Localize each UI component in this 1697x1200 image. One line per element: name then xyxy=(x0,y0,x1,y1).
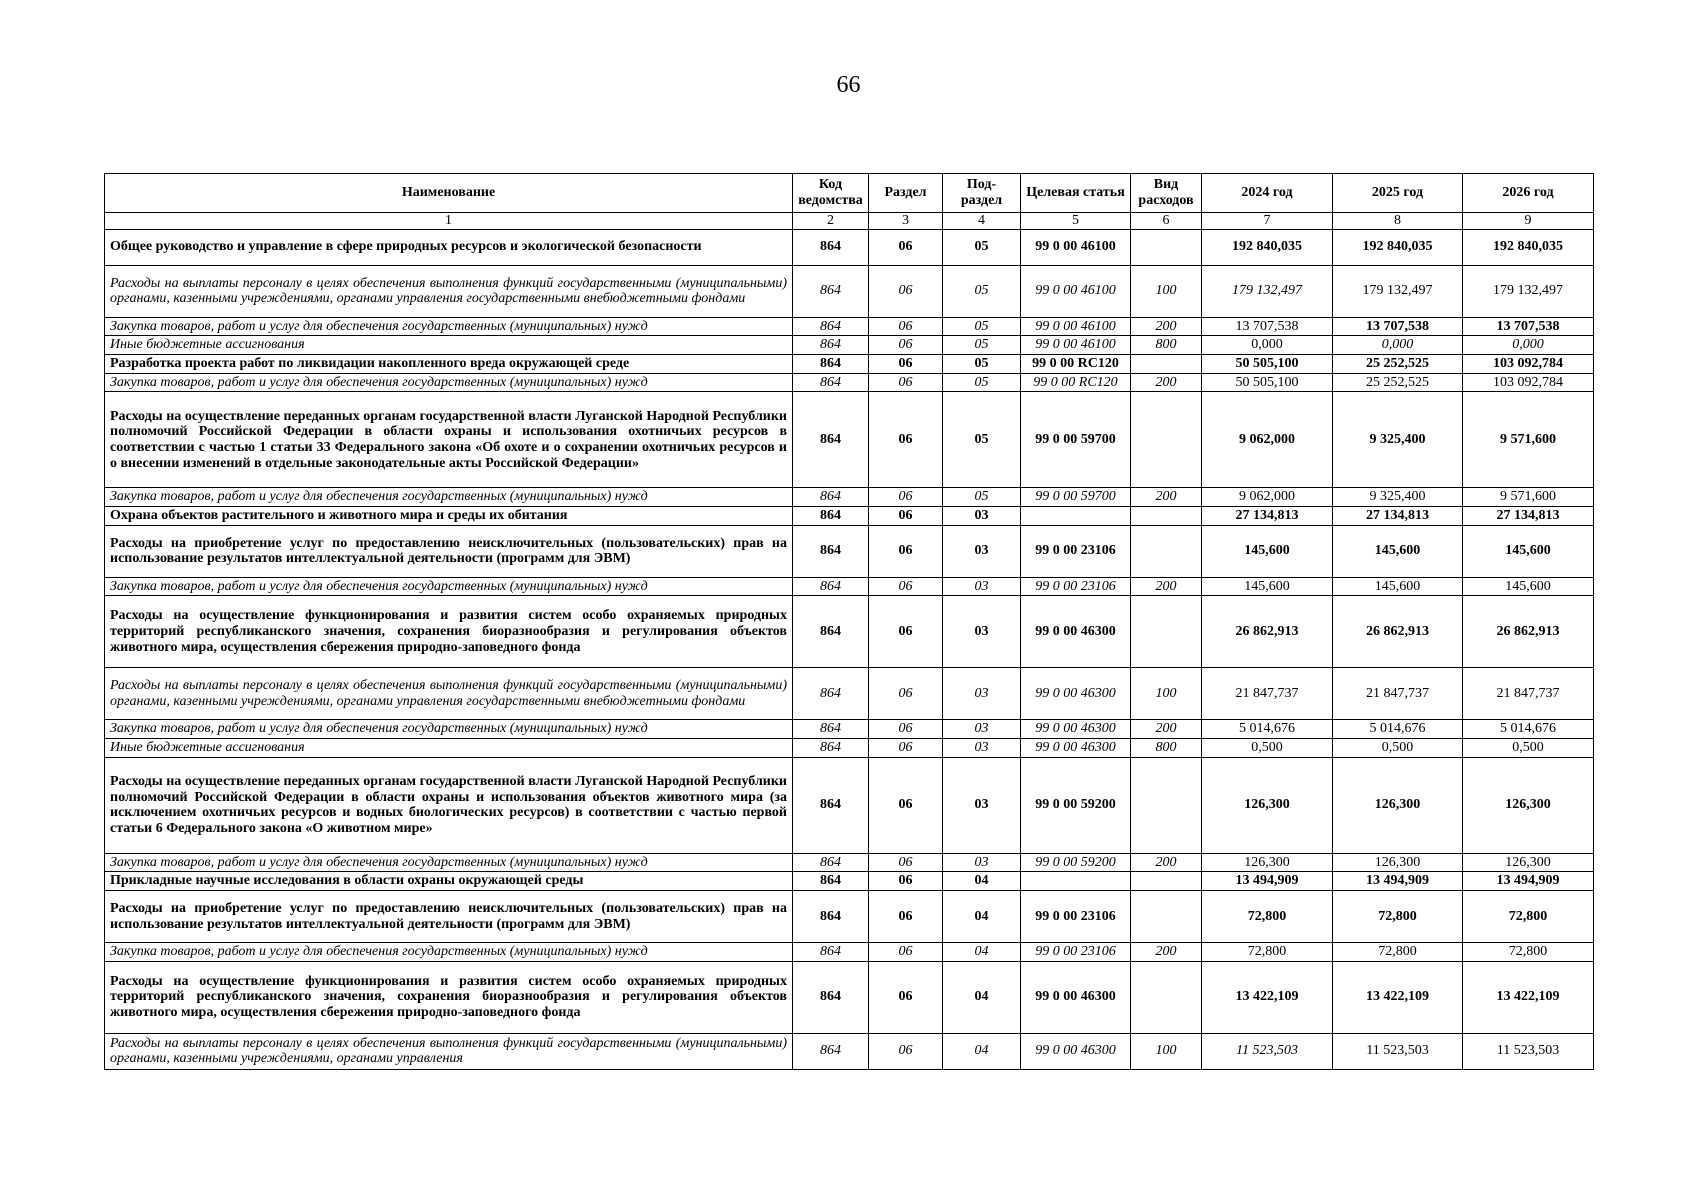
row-2025: 126,300 xyxy=(1333,757,1463,853)
row-ved: 864 xyxy=(793,853,869,872)
row-podrazdel: 03 xyxy=(943,720,1021,739)
row-razdel: 06 xyxy=(869,739,943,758)
row-ved: 864 xyxy=(793,336,869,355)
row-vid: 100 xyxy=(1131,668,1202,720)
row-name: Расходы на выплаты персоналу в целях обеспечения выполнения функций государственными (муниципальными) органами, казенными учреждениями, органами управления государственными внебюджетными фондами xyxy=(105,265,793,317)
row-2026: 13 707,538 xyxy=(1463,317,1594,336)
row-2025: 0,500 xyxy=(1333,739,1463,758)
table-row xyxy=(105,507,1594,526)
row-ved: 864 xyxy=(793,265,869,317)
row-razdel: 06 xyxy=(869,961,943,1033)
row-podrazdel: 03 xyxy=(943,739,1021,758)
row-2024: 11 523,503 xyxy=(1202,1033,1333,1069)
row-ved: 864 xyxy=(793,943,869,962)
row-razdel: 06 xyxy=(869,596,943,668)
row-name: Расходы на приобретение услуг по предоставлению неисключительных (пользовательских) прав на использование результатов интеллектуальной деятельности (программ для ЭВМ) xyxy=(105,891,793,943)
row-2026: 11 523,503 xyxy=(1463,1033,1594,1069)
table-row xyxy=(105,317,1594,336)
row-2024: 9 062,000 xyxy=(1202,392,1333,488)
row-name: Закупка товаров, работ и услуг для обеспечения государственных (муниципальных) нужд xyxy=(105,853,793,872)
row-vid: 200 xyxy=(1131,373,1202,392)
row-razdel: 06 xyxy=(869,525,943,577)
row-razdel: 06 xyxy=(869,1033,943,1069)
row-2025: 192 840,035 xyxy=(1333,229,1463,265)
row-razdel: 06 xyxy=(869,488,943,507)
row-razdel: 06 xyxy=(869,891,943,943)
row-vid: 200 xyxy=(1131,488,1202,507)
row-name: Закупка товаров, работ и услуг для обеспечения государственных (муниципальных) нужд xyxy=(105,317,793,336)
table-row xyxy=(105,739,1594,758)
row-2024: 26 862,913 xyxy=(1202,596,1333,668)
row-2024: 145,600 xyxy=(1202,525,1333,577)
row-vid: 100 xyxy=(1131,265,1202,317)
row-vid: 200 xyxy=(1131,317,1202,336)
row-podrazdel: 04 xyxy=(943,891,1021,943)
row-2024: 72,800 xyxy=(1202,943,1333,962)
row-statya xyxy=(1021,872,1131,891)
table-row xyxy=(105,596,1594,668)
budget-table xyxy=(104,173,1594,1070)
row-podrazdel: 03 xyxy=(943,853,1021,872)
table-row xyxy=(105,488,1594,507)
row-ved: 864 xyxy=(793,961,869,1033)
row-statya: 99 0 00 23106 xyxy=(1021,891,1131,943)
row-2025: 9 325,400 xyxy=(1333,392,1463,488)
row-podrazdel: 05 xyxy=(943,373,1021,392)
row-2026: 9 571,600 xyxy=(1463,392,1594,488)
row-name: Закупка товаров, работ и услуг для обеспечения государственных (муниципальных) нужд xyxy=(105,488,793,507)
row-statya: 99 0 00 46100 xyxy=(1021,229,1131,265)
table-row xyxy=(105,668,1594,720)
table-row xyxy=(105,961,1594,1033)
col-header-ved: Код ведомства xyxy=(793,174,869,213)
col-number: 9 xyxy=(1463,213,1594,230)
row-2026: 5 014,676 xyxy=(1463,720,1594,739)
row-name: Расходы на осуществление переданных органам государственной власти Луганской Народной Республики полномочий Российской Федерации в области охраны и использования охотничьих ресурсов в соответствии с частью 1 статьи 33 Федерального закона «Об охоте и о сохранении охотничьих ресурсов и о внесении изменений в отдельные законодательные акты Российской Федерации» xyxy=(105,392,793,488)
table-row xyxy=(105,853,1594,872)
row-statya: 99 0 00 46300 xyxy=(1021,596,1131,668)
row-podrazdel: 05 xyxy=(943,317,1021,336)
row-name: Закупка товаров, работ и услуг для обеспечения государственных (муниципальных) нужд xyxy=(105,373,793,392)
row-vid xyxy=(1131,961,1202,1033)
row-2025: 13 494,909 xyxy=(1333,872,1463,891)
table-row xyxy=(105,392,1594,488)
row-2026: 145,600 xyxy=(1463,525,1594,577)
row-2024: 126,300 xyxy=(1202,757,1333,853)
row-statya: 99 0 00 46300 xyxy=(1021,720,1131,739)
row-statya: 99 0 00 46300 xyxy=(1021,739,1131,758)
row-2024: 9 062,000 xyxy=(1202,488,1333,507)
row-statya: 99 0 00 46100 xyxy=(1021,265,1131,317)
row-2024: 0,500 xyxy=(1202,739,1333,758)
row-2026: 13 494,909 xyxy=(1463,872,1594,891)
row-2024: 13 707,538 xyxy=(1202,317,1333,336)
col-header-razdel: Раздел xyxy=(869,174,943,213)
row-razdel: 06 xyxy=(869,373,943,392)
row-statya xyxy=(1021,507,1131,526)
row-podrazdel: 03 xyxy=(943,596,1021,668)
row-ved: 864 xyxy=(793,596,869,668)
row-podrazdel: 04 xyxy=(943,961,1021,1033)
row-statya: 99 0 00 46300 xyxy=(1021,1033,1131,1069)
row-2025: 21 847,737 xyxy=(1333,668,1463,720)
row-razdel: 06 xyxy=(869,943,943,962)
row-vid: 800 xyxy=(1131,336,1202,355)
row-2026: 0,500 xyxy=(1463,739,1594,758)
row-razdel: 06 xyxy=(869,507,943,526)
row-name: Расходы на осуществление функционирования и развития систем особо охраняемых природных территорий республиканского значения, сохранения биоразнообразия и регулирования объектов животного мира, осуществления сбережения природно-заповедного фонда xyxy=(105,961,793,1033)
row-2026: 192 840,035 xyxy=(1463,229,1594,265)
col-header-statya: Целевая статья xyxy=(1021,174,1131,213)
row-statya: 99 0 00 59200 xyxy=(1021,757,1131,853)
col-header-2024: 2024 год xyxy=(1202,174,1333,213)
row-vid: 100 xyxy=(1131,1033,1202,1069)
row-name: Иные бюджетные ассигнования xyxy=(105,739,793,758)
row-ved: 864 xyxy=(793,229,869,265)
row-vid xyxy=(1131,507,1202,526)
row-2025: 25 252,525 xyxy=(1333,373,1463,392)
row-2025: 0,000 xyxy=(1333,336,1463,355)
col-number: 4 xyxy=(943,213,1021,230)
row-podrazdel: 03 xyxy=(943,507,1021,526)
row-name: Расходы на осуществление переданных органам государственной власти Луганской Народной Республики полномочий Российской Федерации в области охраны и использования объектов животного мира (за исключением охотничьих ресурсов и водных биологических ресурсов) в соответствии с частью первой статьи 6 Федерального закона «О животном мире» xyxy=(105,757,793,853)
row-name: Иные бюджетные ассигнования xyxy=(105,336,793,355)
row-razdel: 06 xyxy=(869,577,943,596)
col-header-name: Наименование xyxy=(105,174,793,213)
row-2026: 126,300 xyxy=(1463,757,1594,853)
row-2024: 50 505,100 xyxy=(1202,373,1333,392)
row-statya: 99 0 00 59200 xyxy=(1021,853,1131,872)
row-vid xyxy=(1131,229,1202,265)
col-number: 1 xyxy=(105,213,793,230)
row-statya: 99 0 00 59700 xyxy=(1021,488,1131,507)
row-ved: 864 xyxy=(793,488,869,507)
row-statya: 99 0 00 RC120 xyxy=(1021,355,1131,374)
row-name: Расходы на осуществление функционирования и развития систем особо охраняемых природных территорий республиканского значения, сохранения биоразнообразия и регулирования объектов животного мира, осуществления сбережения природно-заповедного фонда xyxy=(105,596,793,668)
row-vid: 200 xyxy=(1131,853,1202,872)
row-ved: 864 xyxy=(793,720,869,739)
row-razdel: 06 xyxy=(869,265,943,317)
row-statya: 99 0 00 59700 xyxy=(1021,392,1131,488)
row-vid: 200 xyxy=(1131,577,1202,596)
column-number-row xyxy=(105,213,1594,230)
row-statya: 99 0 00 23106 xyxy=(1021,943,1131,962)
row-podrazdel: 04 xyxy=(943,872,1021,891)
row-statya: 99 0 00 46100 xyxy=(1021,336,1131,355)
row-razdel: 06 xyxy=(869,872,943,891)
row-vid xyxy=(1131,872,1202,891)
row-2026: 13 422,109 xyxy=(1463,961,1594,1033)
row-2026: 9 571,600 xyxy=(1463,488,1594,507)
row-2025: 13 422,109 xyxy=(1333,961,1463,1033)
row-podrazdel: 03 xyxy=(943,668,1021,720)
row-name: Разработка проекта работ по ликвидации накопленного вреда окружающей среде xyxy=(105,355,793,374)
row-statya: 99 0 00 46100 xyxy=(1021,317,1131,336)
row-podrazdel: 05 xyxy=(943,336,1021,355)
row-2024: 27 134,813 xyxy=(1202,507,1333,526)
row-razdel: 06 xyxy=(869,336,943,355)
table-row xyxy=(105,336,1594,355)
row-ved: 864 xyxy=(793,525,869,577)
table-row xyxy=(105,872,1594,891)
row-podrazdel: 04 xyxy=(943,943,1021,962)
row-2024: 126,300 xyxy=(1202,853,1333,872)
col-number: 3 xyxy=(869,213,943,230)
row-2026: 72,800 xyxy=(1463,943,1594,962)
row-2024: 179 132,497 xyxy=(1202,265,1333,317)
row-name: Расходы на выплаты персоналу в целях обеспечения выполнения функций государственными (муниципальными) органами, казенными учреждениями, органами управления государственными внебюджетными фондами xyxy=(105,668,793,720)
row-2024: 145,600 xyxy=(1202,577,1333,596)
col-header-podrazdel: Под-раздел xyxy=(943,174,1021,213)
row-statya: 99 0 00 23106 xyxy=(1021,577,1131,596)
row-ved: 864 xyxy=(793,891,869,943)
col-header-2026: 2026 год xyxy=(1463,174,1594,213)
col-header-vid: Вид расходов xyxy=(1131,174,1202,213)
row-razdel: 06 xyxy=(869,757,943,853)
table-row xyxy=(105,891,1594,943)
row-razdel: 06 xyxy=(869,355,943,374)
row-ved: 864 xyxy=(793,392,869,488)
row-podrazdel: 04 xyxy=(943,1033,1021,1069)
row-2024: 5 014,676 xyxy=(1202,720,1333,739)
row-name: Закупка товаров, работ и услуг для обеспечения государственных (муниципальных) нужд xyxy=(105,943,793,962)
row-ved: 864 xyxy=(793,739,869,758)
row-ved: 864 xyxy=(793,317,869,336)
row-podrazdel: 05 xyxy=(943,265,1021,317)
table-row xyxy=(105,355,1594,374)
row-2025: 9 325,400 xyxy=(1333,488,1463,507)
row-ved: 864 xyxy=(793,577,869,596)
row-2025: 145,600 xyxy=(1333,577,1463,596)
row-2026: 126,300 xyxy=(1463,853,1594,872)
table-row xyxy=(105,943,1594,962)
table-row xyxy=(105,373,1594,392)
row-vid xyxy=(1131,596,1202,668)
row-podrazdel: 03 xyxy=(943,757,1021,853)
row-2024: 21 847,737 xyxy=(1202,668,1333,720)
row-razdel: 06 xyxy=(869,668,943,720)
row-2026: 26 862,913 xyxy=(1463,596,1594,668)
row-vid xyxy=(1131,525,1202,577)
row-vid xyxy=(1131,757,1202,853)
row-name: Закупка товаров, работ и услуг для обеспечения государственных (муниципальных) нужд xyxy=(105,720,793,739)
row-statya: 99 0 00 46300 xyxy=(1021,668,1131,720)
row-2024: 192 840,035 xyxy=(1202,229,1333,265)
row-name: Общее руководство и управление в сфере природных ресурсов и экологической безопасности xyxy=(105,229,793,265)
row-2024: 13 494,909 xyxy=(1202,872,1333,891)
col-number: 6 xyxy=(1131,213,1202,230)
row-ved: 864 xyxy=(793,872,869,891)
row-2026: 21 847,737 xyxy=(1463,668,1594,720)
row-2025: 27 134,813 xyxy=(1333,507,1463,526)
row-ved: 864 xyxy=(793,373,869,392)
row-ved: 864 xyxy=(793,507,869,526)
row-2026: 27 134,813 xyxy=(1463,507,1594,526)
row-2025: 26 862,913 xyxy=(1333,596,1463,668)
row-2024: 50 505,100 xyxy=(1202,355,1333,374)
row-name: Расходы на приобретение услуг по предоставлению неисключительных (пользовательских) прав на использование результатов интеллектуальной деятельности (программ для ЭВМ) xyxy=(105,525,793,577)
row-vid xyxy=(1131,355,1202,374)
row-2026: 103 092,784 xyxy=(1463,373,1594,392)
row-vid xyxy=(1131,392,1202,488)
row-vid: 800 xyxy=(1131,739,1202,758)
table-row xyxy=(105,525,1594,577)
row-2026: 103 092,784 xyxy=(1463,355,1594,374)
row-2025: 5 014,676 xyxy=(1333,720,1463,739)
row-2024: 0,000 xyxy=(1202,336,1333,355)
row-vid: 200 xyxy=(1131,720,1202,739)
row-name: Расходы на выплаты персоналу в целях обеспечения выполнения функций государственными (муниципальными) органами, казенными учреждениями, органами управления xyxy=(105,1033,793,1069)
row-razdel: 06 xyxy=(869,853,943,872)
row-2025: 126,300 xyxy=(1333,853,1463,872)
row-podrazdel: 05 xyxy=(943,488,1021,507)
row-statya: 99 0 00 46300 xyxy=(1021,961,1131,1033)
row-ved: 864 xyxy=(793,757,869,853)
col-number: 8 xyxy=(1333,213,1463,230)
row-2026: 179 132,497 xyxy=(1463,265,1594,317)
row-2025: 13 707,538 xyxy=(1333,317,1463,336)
page-number: 66 xyxy=(836,72,861,98)
row-vid xyxy=(1131,891,1202,943)
row-2026: 0,000 xyxy=(1463,336,1594,355)
row-name: Охрана объектов растительного и животного мира и среды их обитания xyxy=(105,507,793,526)
row-podrazdel: 03 xyxy=(943,525,1021,577)
table-row xyxy=(105,265,1594,317)
col-number: 5 xyxy=(1021,213,1131,230)
table-row xyxy=(105,577,1594,596)
row-2025: 179 132,497 xyxy=(1333,265,1463,317)
row-ved: 864 xyxy=(793,1033,869,1069)
row-razdel: 06 xyxy=(869,720,943,739)
row-2025: 72,800 xyxy=(1333,891,1463,943)
col-number: 7 xyxy=(1202,213,1333,230)
row-2024: 72,800 xyxy=(1202,891,1333,943)
row-name: Закупка товаров, работ и услуг для обеспечения государственных (муниципальных) нужд xyxy=(105,577,793,596)
row-podrazdel: 05 xyxy=(943,229,1021,265)
row-name: Прикладные научные исследования в области охраны окружающей среды xyxy=(105,872,793,891)
row-podrazdel: 05 xyxy=(943,392,1021,488)
row-podrazdel: 05 xyxy=(943,355,1021,374)
row-podrazdel: 03 xyxy=(943,577,1021,596)
row-2025: 72,800 xyxy=(1333,943,1463,962)
col-number: 2 xyxy=(793,213,869,230)
row-razdel: 06 xyxy=(869,229,943,265)
row-statya: 99 0 00 RC120 xyxy=(1021,373,1131,392)
table-row xyxy=(105,1033,1594,1069)
row-vid: 200 xyxy=(1131,943,1202,962)
table-header-row xyxy=(105,174,1594,213)
row-2026: 72,800 xyxy=(1463,891,1594,943)
row-2026: 145,600 xyxy=(1463,577,1594,596)
row-2025: 145,600 xyxy=(1333,525,1463,577)
row-ved: 864 xyxy=(793,668,869,720)
row-2024: 13 422,109 xyxy=(1202,961,1333,1033)
row-ved: 864 xyxy=(793,355,869,374)
row-razdel: 06 xyxy=(869,392,943,488)
col-header-2025: 2025 год xyxy=(1333,174,1463,213)
row-statya: 99 0 00 23106 xyxy=(1021,525,1131,577)
table-row xyxy=(105,720,1594,739)
row-razdel: 06 xyxy=(869,317,943,336)
table-row xyxy=(105,229,1594,265)
row-2025: 25 252,525 xyxy=(1333,355,1463,374)
table-row xyxy=(105,757,1594,853)
row-2025: 11 523,503 xyxy=(1333,1033,1463,1069)
